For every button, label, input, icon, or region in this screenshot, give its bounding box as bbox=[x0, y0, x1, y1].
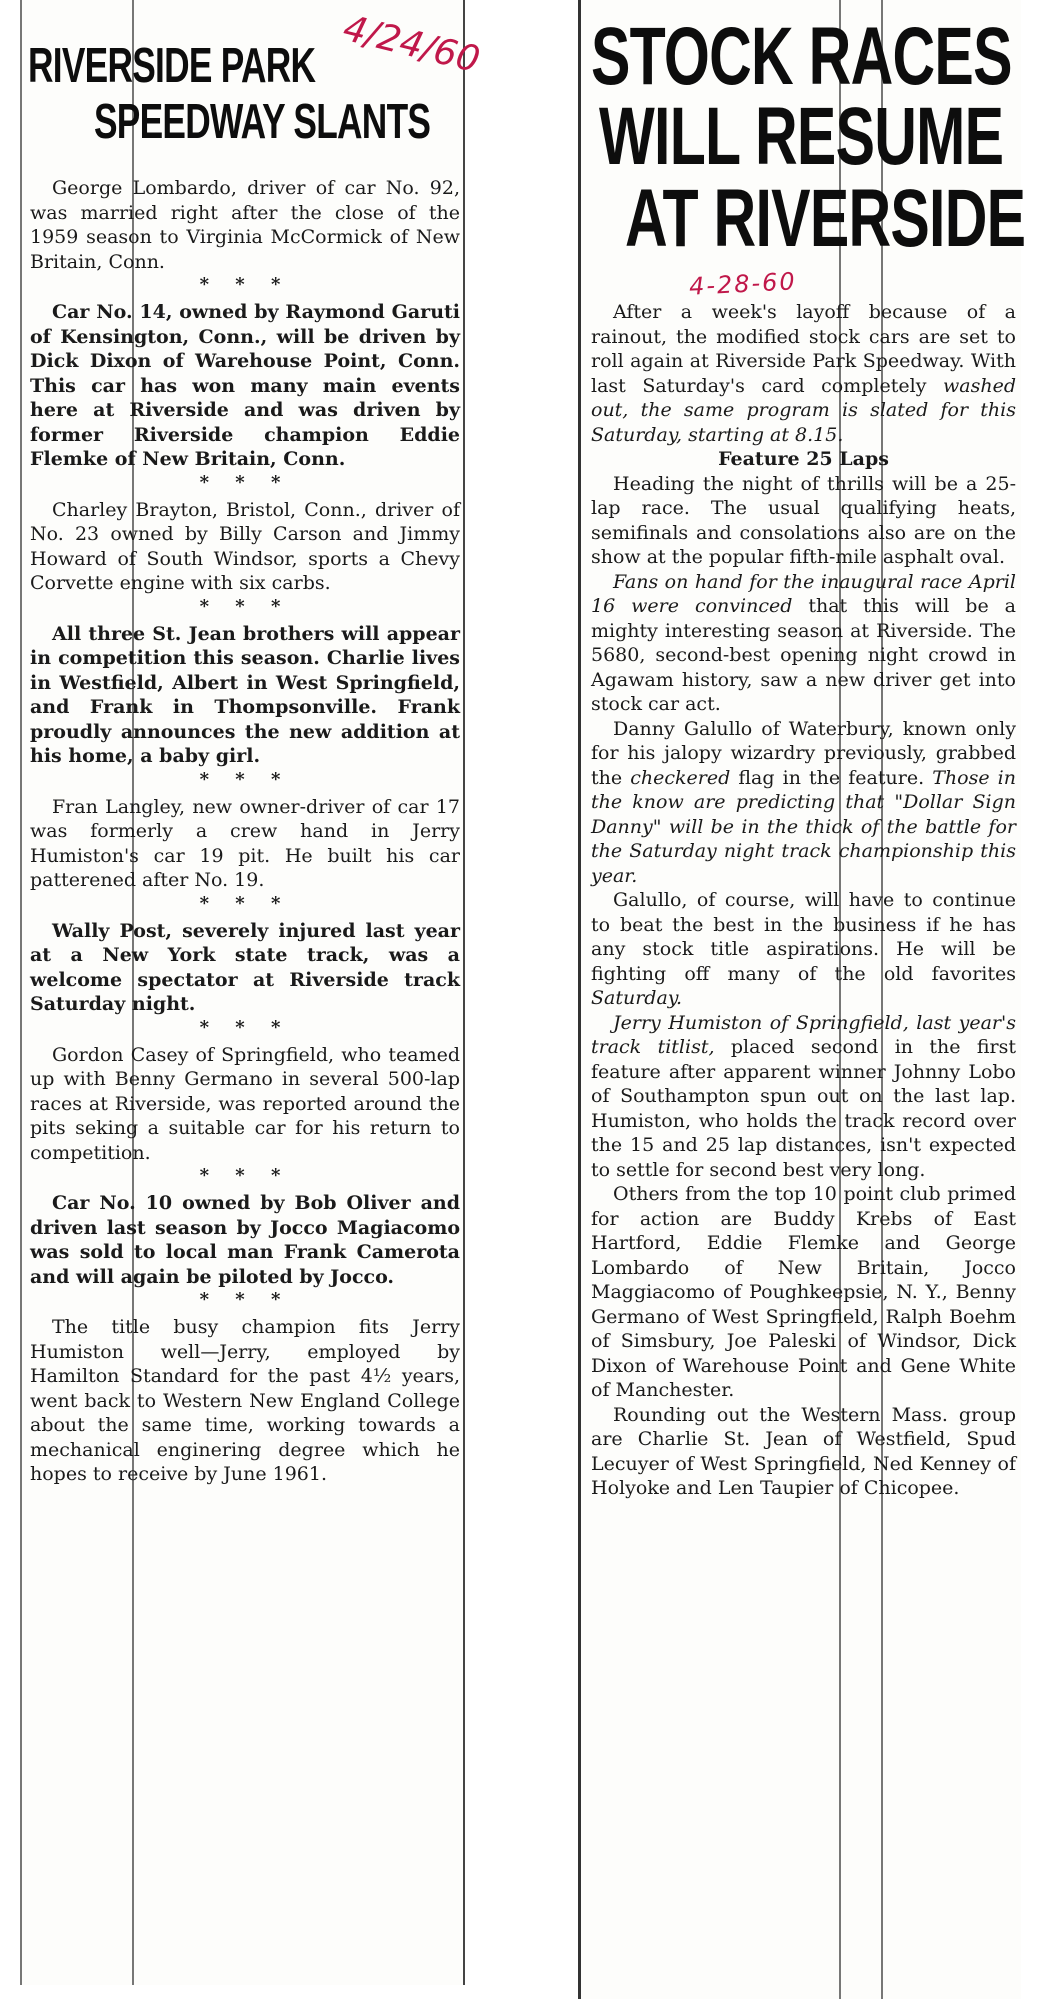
text-span-italic: Fans on hand for the inaugural race April 16 were convinced bbox=[591, 570, 1016, 617]
text-span-italic: Jerry Humiston of Springfield, last year's track titlist, bbox=[591, 1011, 1016, 1058]
handwritten-date-left: 4/24/60 bbox=[339, 7, 484, 82]
separator-stars: * * * bbox=[199, 471, 291, 493]
item-brayton: Charley Brayton, Bristol, Conn., driver of No. 23 owned by Billy Carson and Jimmy Howard of South Windsor, sports a Chevy Corvette engine with six carbs. bbox=[30, 498, 460, 594]
paragraph-humiston bbox=[591, 1011, 1016, 1183]
separator-stars: * * * bbox=[199, 274, 291, 295]
item-wally-post: Wally Post, severely injured last year at a New York state track, was a welcome spectator at Riverside track Saturday night. bbox=[30, 919, 460, 1015]
text-span: flag in the feature. bbox=[738, 766, 925, 789]
paragraph-heading-night: Heading the night of thrills will be a 25-lap race. The usual qualifying heats, semifinals and consolations also are on the show at the popular fifth-mile asphalt oval. bbox=[591, 472, 1016, 568]
paragraph-galullo bbox=[591, 717, 1016, 889]
text-span-italic: checkered bbox=[630, 766, 731, 789]
item-lombardo: George Lombardo, driver of car No. 92, was married right after the close of the 1959 season to Virginia McCormick of New Britain, Conn. bbox=[30, 177, 460, 273]
subhead-feature: Feature 25 Laps bbox=[718, 448, 889, 470]
separator-stars: * * * bbox=[199, 595, 291, 617]
paragraph-galullo-continue bbox=[591, 888, 1016, 1011]
separator-stars: * * * bbox=[199, 892, 291, 914]
right-article-body bbox=[591, 300, 1016, 1501]
item-st-jean-brothers: All three St. Jean brothers will appear in competition this season. Charlie lives in Westfield, Albert in West Springfield, and Frank in Thompsonville. Frank proudly announces the new addition at his home, a baby girl. bbox=[30, 622, 460, 767]
left-headline-line2: SPEEDWAY SLANTS bbox=[94, 95, 431, 149]
item-casey: Gordon Casey of Springfield, who teamed up with Benny Germano in several 500-lap races at Riverside, was reported around the pits seking a suitable car for his return to competition. bbox=[30, 1043, 460, 1164]
text-span: After a week's layoff because of a rainout, the modified stock cars are set to roll again at Riverside Park Speedway. With last Saturday's card completely bbox=[591, 301, 1016, 397]
separator-stars: * * * bbox=[199, 1289, 291, 1310]
left-clipping bbox=[20, 0, 484, 1985]
item-car-10: Car No. 10 owned by Bob Oliver and driven last season by Jocco Magiacomo was sold to local man Frank Camerota and will again be piloted by Jocco. bbox=[30, 1192, 460, 1288]
left-article-body bbox=[30, 176, 460, 1487]
paragraph-western-mass: Rounding out the Western Mass. group are Charlie St. Jean of Westfield, Spud Lecuyer of West Springfield, Ned Kenney of Holyoke and Len Taupier of Chicopee. bbox=[591, 1403, 1016, 1499]
left-headline-line1: RIVERSIDE PARK bbox=[28, 39, 316, 93]
text-span-italic: washed out, the same program is slated for this Saturday, starting at 8.15. bbox=[591, 374, 1016, 446]
separator-stars: * * * bbox=[199, 768, 291, 790]
paragraph-layoff bbox=[591, 300, 1016, 447]
handwritten-date-right: 4-28-60 bbox=[688, 267, 798, 301]
right-headline-line3: AT RIVERSIDE bbox=[625, 173, 1026, 264]
text-span-italic: Saturday. bbox=[591, 987, 683, 1009]
text-span: that this will be a mighty interesting season at Riverside. The 5680, second-best opening night crowd in Agawam history, saw a new driver get into stock car act. bbox=[591, 595, 1017, 715]
clipping-edge bbox=[20, 0, 22, 1985]
text-span-italic: Those in the know are predicting that "Dollar Sign Danny" will be in the thick of the battle for the Saturday night track championship this year. bbox=[591, 766, 1016, 887]
right-clipping bbox=[578, 0, 1026, 1999]
text-span: Danny Galullo of Waterbury, known only for his jalopy wizardry previously, grabbed the bbox=[591, 717, 1016, 789]
right-headline-line1: STOCK RACES bbox=[591, 11, 1012, 102]
item-langley: Fran Langley, new owner-driver of car 17 was formerly a crew hand in Jerry Humiston's car 19 pit. He built his car patterened after No. 19. bbox=[30, 795, 460, 891]
item-humiston: The title busy champion fits Jerry Humiston well—Jerry, employed by Hamilton Standard for the past 4½ years, went back to Western New England College about the same time, working towards a mechanical enginering degree which he hopes to receive by June 1961. bbox=[30, 1316, 460, 1485]
paragraph-top-10: Others from the top 10 point club primed for action are Buddy Krebs of East Hartford, Eddie Flemke and George Lombardo of New Britain, Jocco Maggiacomo of Poughkeepsie, N. Y., Benny Germano of West Springfield, Ralph Boehm of Simsbury, Joe Paleski of Windsor, Dick Dixon of Warehouse Point and Gene White of Manchester. bbox=[591, 1183, 1016, 1401]
right-headline-line2: WILL RESUME bbox=[599, 91, 1004, 182]
paragraph-fans bbox=[591, 570, 1016, 717]
separator-stars: * * * bbox=[199, 1016, 291, 1038]
text-span: Galullo, of course, will have to continue to beat the best in the business if he has any stock title aspirations. He will be fighting off many of the old favorites bbox=[591, 889, 1016, 985]
separator-stars: * * * bbox=[199, 1165, 291, 1186]
text-span: placed second in the first feature after apparent winner Johnny Lobo of Southampton spun out on the last lap. Humiston, who holds the track record over the 15 and 25 lap distances, isn't expected to settle for second best very long. bbox=[591, 1036, 1016, 1181]
item-car-14: Car No. 14, owned by Raymond Garuti of Kensington, Conn., will be driven by Dick Dixon of Warehouse Point, Conn. This car has won many main events here at Riverside and was driven by former Riverside champion Eddie Flemke of New Britain, Conn. bbox=[30, 301, 460, 470]
